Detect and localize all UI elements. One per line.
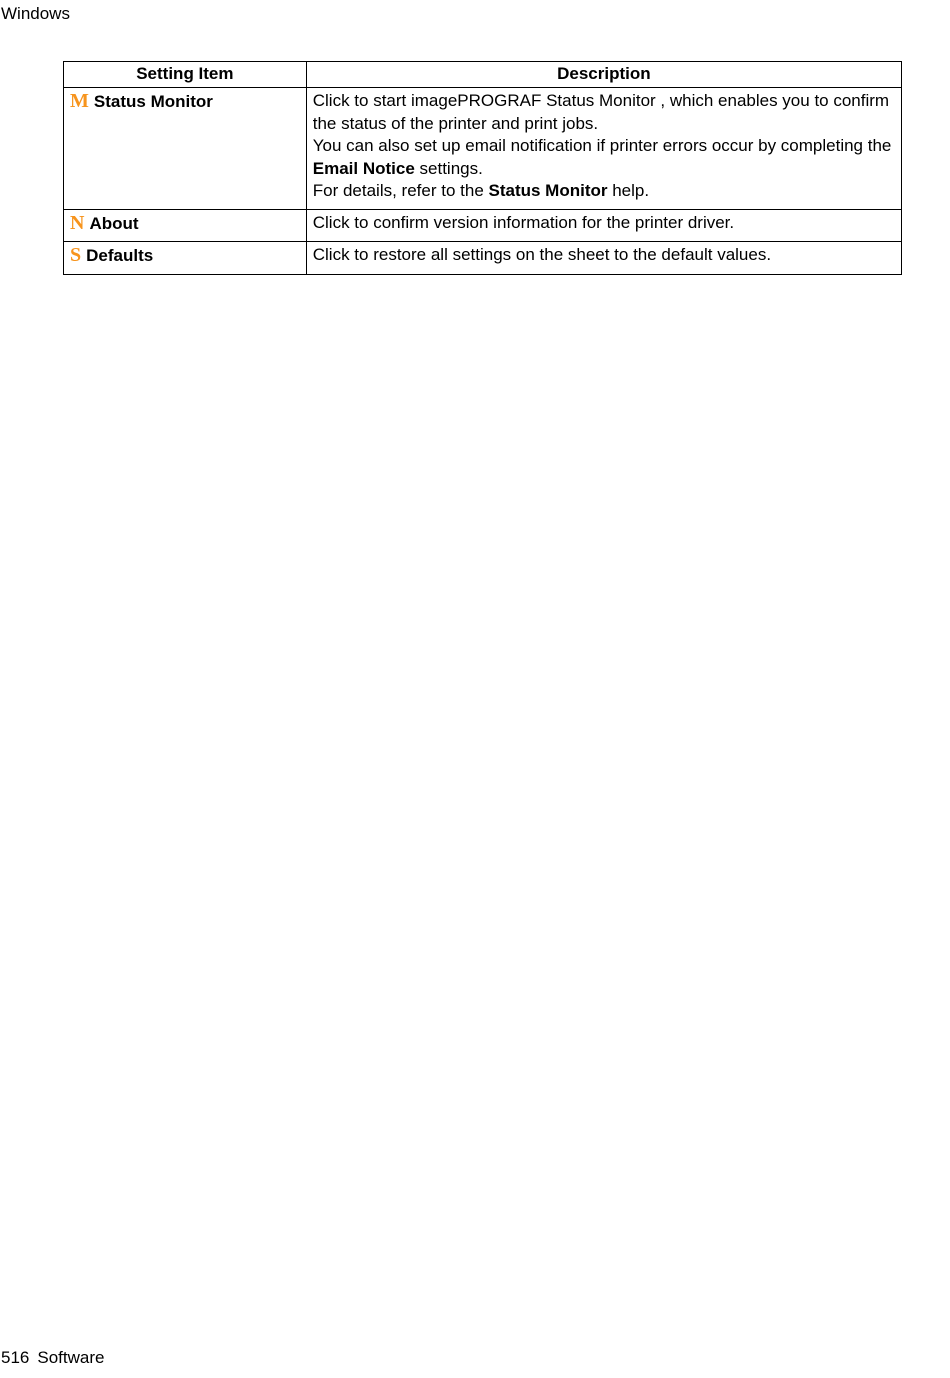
setting-item-cell xyxy=(64,88,307,210)
bold-term: Status Monitor xyxy=(488,181,608,200)
table-row xyxy=(64,209,902,242)
table-row xyxy=(64,242,902,275)
column-header-setting-item: Setting Item xyxy=(64,62,307,88)
description-cell: Click to confirm version information for the printer driver. xyxy=(306,209,901,242)
page-footer xyxy=(1,1348,104,1368)
description-cell xyxy=(306,88,901,210)
page-header-section: Windows xyxy=(1,4,70,23)
page-number: 516 xyxy=(1,1348,30,1367)
setting-item-label: Defaults xyxy=(86,246,154,265)
settings-table xyxy=(63,61,902,275)
callout-marker: S xyxy=(70,244,82,266)
description-line: For details, refer to the Status Monitor help. xyxy=(312,181,650,200)
setting-item-label: About xyxy=(89,213,139,233)
description-line: You can also set up email notification if printer errors occur by completing the Email Notice settings. xyxy=(312,136,892,178)
table-header-row xyxy=(64,62,902,88)
setting-item-cell xyxy=(64,209,307,242)
description-cell: Click to restore all settings on the sheet to the default values. xyxy=(306,242,901,275)
setting-item-cell xyxy=(64,242,307,275)
table-row xyxy=(64,88,902,210)
description-line: Click to start imagePROGRAF Status Monitor , which enables you to confirm the status of the printer and print jobs. xyxy=(312,91,890,133)
setting-item-label: Status Monitor xyxy=(93,92,213,111)
footer-section: Software xyxy=(37,1348,105,1367)
bold-term: Email Notice xyxy=(312,158,415,178)
callout-marker: M xyxy=(70,90,89,112)
column-header-description: Description xyxy=(306,62,901,88)
callout-marker: N xyxy=(70,211,85,234)
